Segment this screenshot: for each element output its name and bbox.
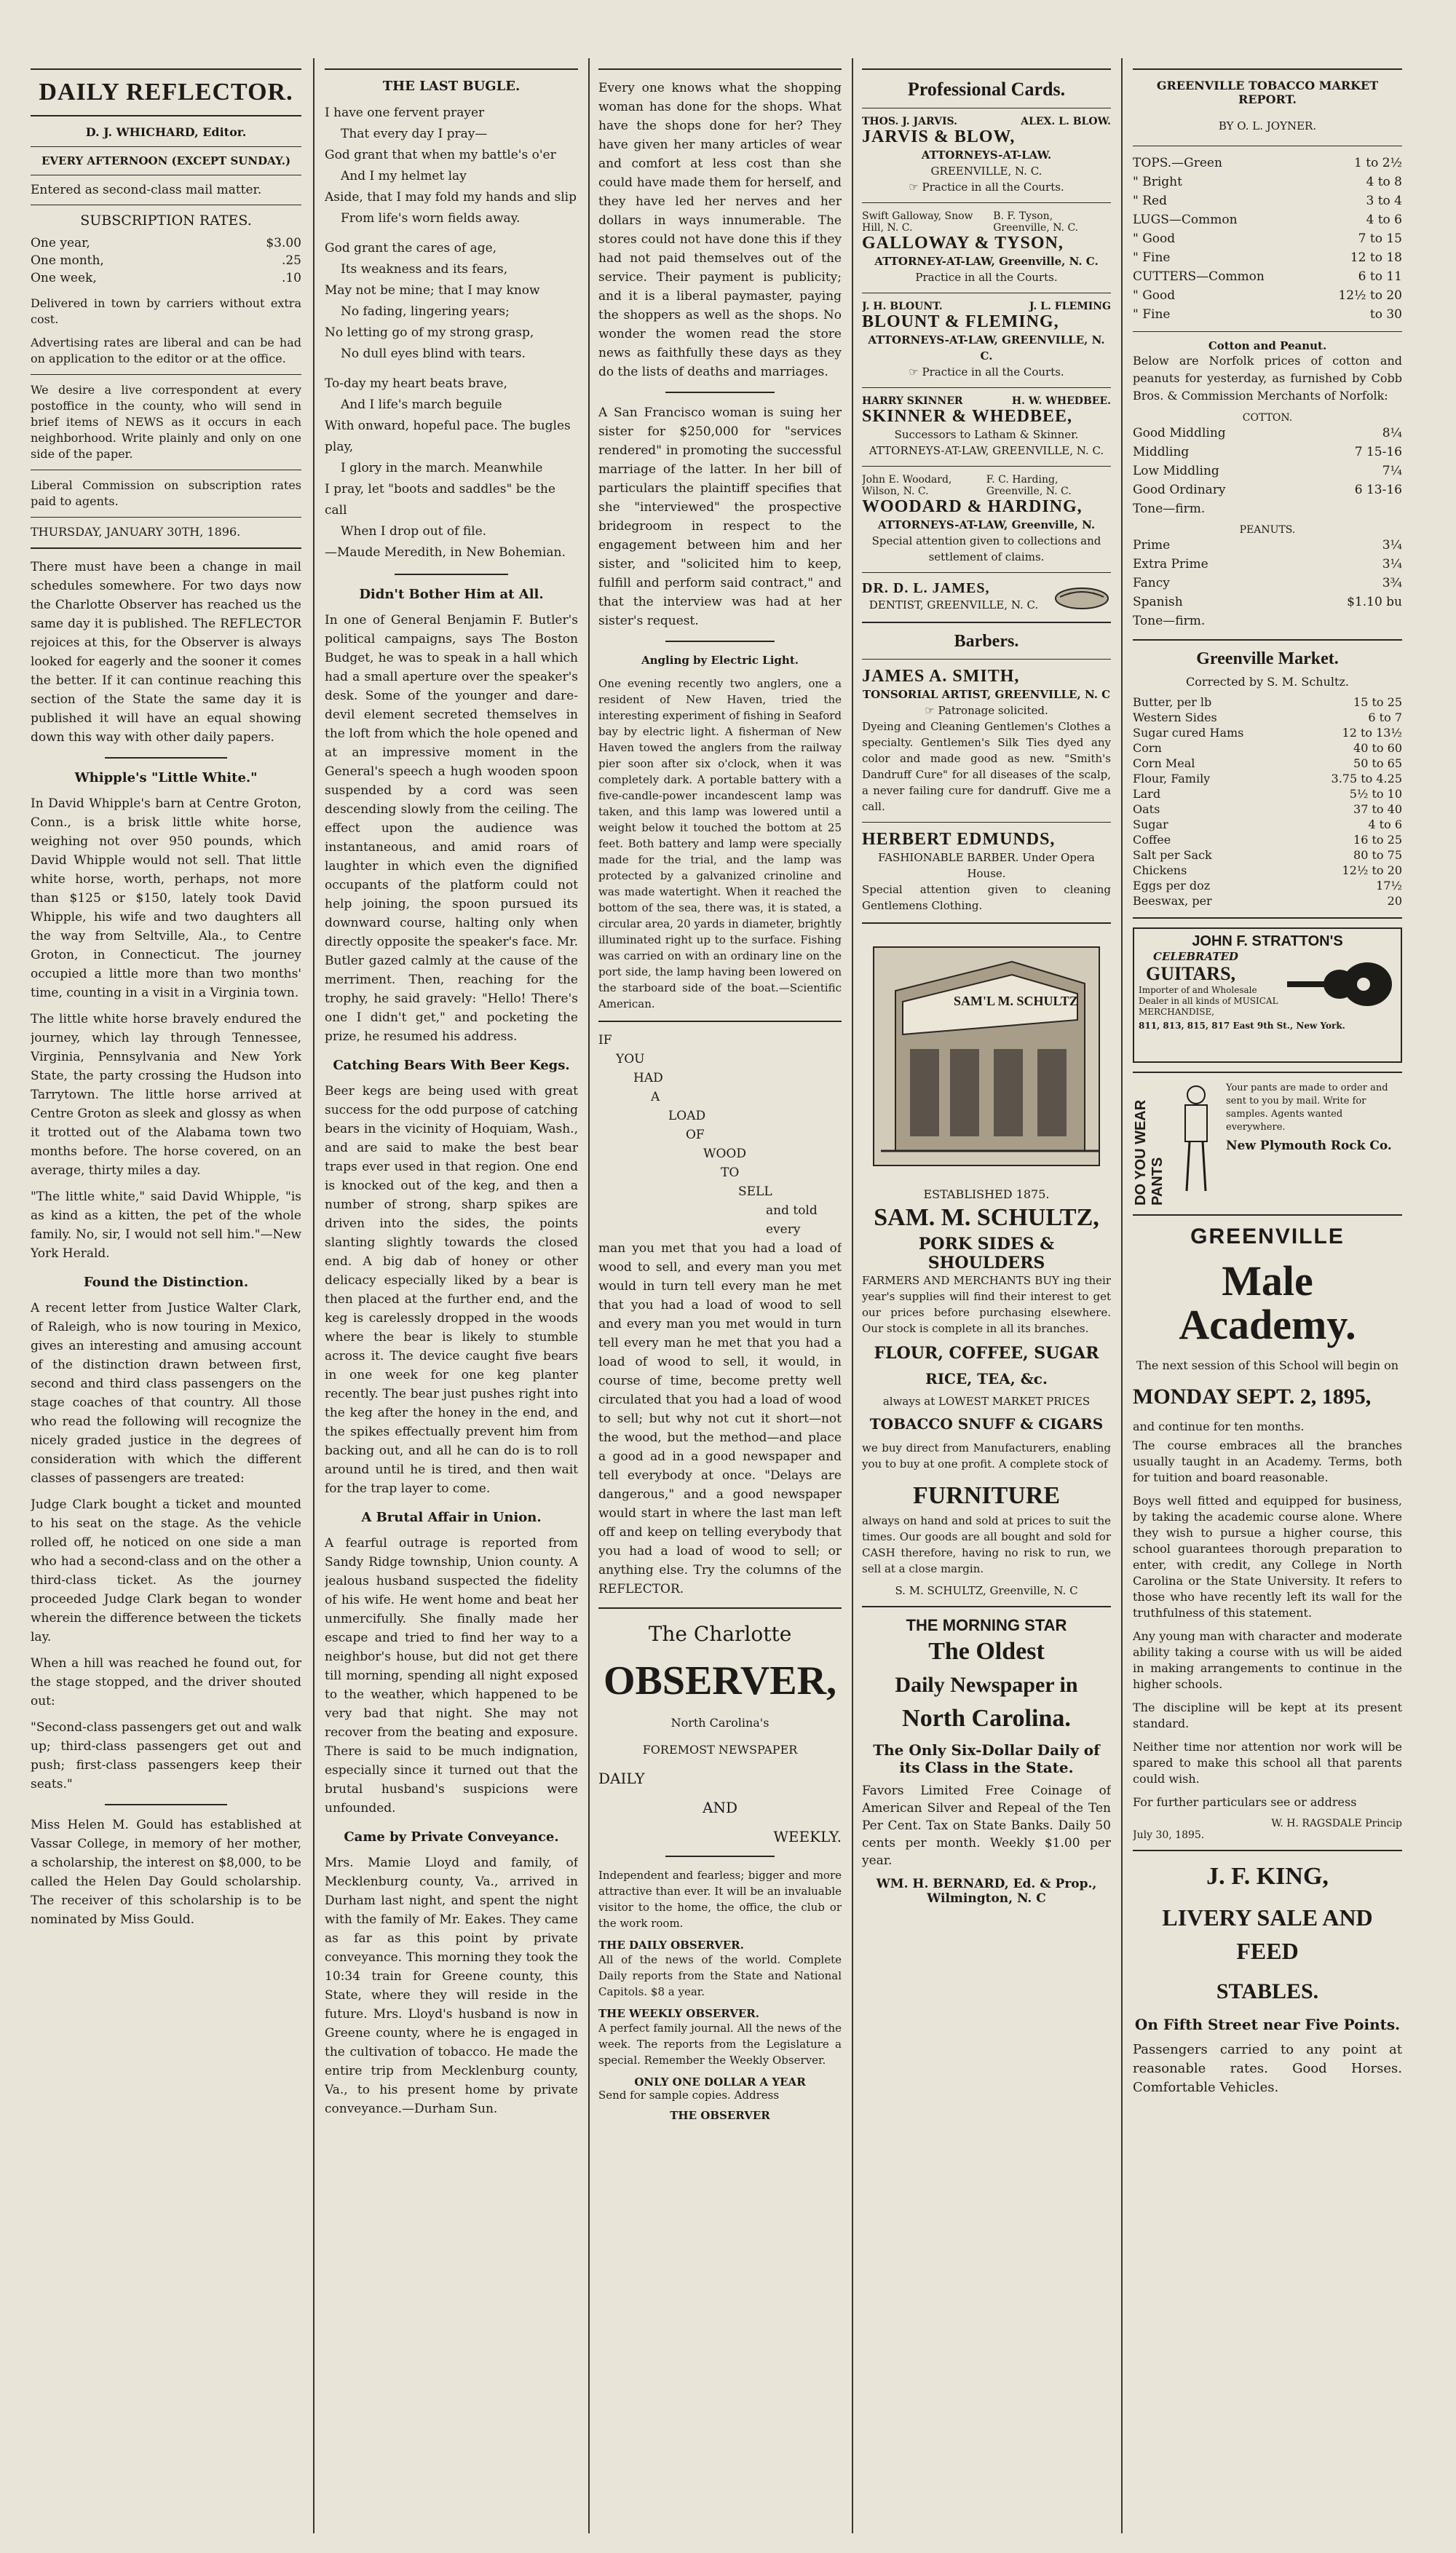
king-text: Passengers carried to any point at reasonable rates. Good Horses. Comfortable Vehicles. — [1133, 2042, 1402, 2095]
headline: Catching Bears With Beer Kegs. — [333, 1058, 570, 1073]
poem-line: I have one fervent prayer — [325, 106, 485, 120]
card-smith: JAMES A. SMITH, TONSORIAL ARTIST, GREENVILLE, N. C ☞ Patronage solicited. Dyeing and Cleaning Gentlemen's Clothes a specialty. Gentlemen's Silk Ties dyed any color and made good as new. "Smith's Dandruff Cure" for all diseases of the scalp, a never failing cure for dandruff. Give me a call. — [862, 667, 1111, 813]
article-paragraph: Miss Helen M. Gould has established at Vassar College, in memory of her mother, a scholarship, the interest on $8,000, to be called the Helen Day Gould scholarship. The receiver of this scholarship is to be nominated by Miss Gould. — [31, 1818, 301, 1927]
column-1 — [31, 58, 301, 2533]
article-paragraph: "The little white," said David Whipple, "is as kind as a kitten, the pet of the whole family. No, sir, I would not sell him."—New York Herald. — [31, 1190, 301, 1261]
observer-foremost: FOREMOST NEWSPAPER — [642, 1743, 798, 1757]
king-location: On Fifth Street near Five Points. — [1134, 2016, 1401, 2033]
price-row: " Red 3 to 4 — [1133, 194, 1402, 208]
price-row: Coffee 16 to 25 — [1133, 833, 1402, 847]
barbers-header: Barbers. — [954, 632, 1019, 651]
poem-line: I glory in the march. Meanwhile — [341, 461, 543, 475]
article-paragraph: Judge Clark bought a ticket and mounted to his seat on the stage. As the vehicle rolled off, he noticed on one side a man who had a second-class and on the other a third-class ticket. As the journey proceeded Judge Clark began to wonder wherein the difference between the tickets lay. — [31, 1497, 301, 1644]
price-row: Good Middling 8¼ — [1133, 426, 1402, 440]
cotton-peanut-text: Below are Norfolk prices of cotton and peanuts for yesterday, as furnished by Cobb Bros. & Commission Merchants of Norfolk: — [1133, 354, 1402, 403]
subscription-heading: SUBSCRIPTION RATES. — [80, 213, 252, 229]
column-4 — [862, 58, 1111, 2533]
commission-notice: Liberal Commission on subscription rates paid to agents. — [31, 478, 301, 508]
price-row: " Good 7 to 15 — [1133, 231, 1402, 246]
card-blount: J. H. BLOUNT. J. L. FLEMING BLOUNT & FLEMING, ATTORNEYS-AT-LAW, GREENVILLE, N. C. ☞ Practice in all the Courts. — [862, 301, 1111, 379]
headline: Angling by Electric Light. — [641, 654, 799, 667]
dentures-icon — [1053, 582, 1111, 611]
observer-title: OBSERVER, — [603, 1658, 837, 1703]
academy-name: Male Academy. — [1179, 1257, 1356, 1348]
poem-credit: —Maude Meredith, in New Bohemian. — [325, 545, 566, 560]
greenville-market-by: Corrected by S. M. Schultz. — [1186, 675, 1349, 689]
card-skinner: HARRY SKINNER H. W. WHEDBEE. SKINNER & WHEDBEE, Successors to Latham & Skinner. ATTORNEYS-AT-LAW, GREENVILLE, N. C. — [862, 395, 1111, 457]
poem-line: With onward, hopeful pace. The bugles play, — [325, 419, 571, 454]
price-row: Extra Prime 3¼ — [1133, 557, 1402, 571]
academy-continue: and continue for ten months. — [1133, 1420, 1305, 1433]
furniture-text: always on hand and sold at prices to suit the times. Our goods are all bought and sold for CASH therefore, having no risk to run, we sell at a close margin. — [862, 1514, 1111, 1575]
observer-weekly-head: THE WEEKLY OBSERVER. — [598, 2007, 759, 2020]
price-row: Corn 40 to 60 — [1133, 741, 1402, 755]
academy-text: Boys well fitted and equipped for business, by taking the academic course alone. Where they wish to pursue a higher course, this school guarantees thorough preparation to enter, with credit, any College in North Carolina or the State University. It refers to those who have recently left its wall for the truthfulness of this statement. — [1133, 1494, 1402, 1620]
peanuts-label: PEANUTS. — [1239, 524, 1296, 536]
price-row: " Good 12½ to 20 — [1133, 288, 1402, 303]
article-paragraph: There must have been a change in mail schedules somewhere. For two days now the Charlotte Observer has reached us the same day it is published. The REFLECTOR rejoices at this, for the Observer is always looked for eagerly and the sooner it comes the better. If it can continue reaching this section of the State the same day it is published it will have an equal showing down this way with other daily papers. — [31, 560, 301, 745]
headline: Came by Private Conveyance. — [344, 1829, 559, 1845]
lowest-line: always at LOWEST MARKET PRICES — [882, 1395, 1091, 1408]
poem-line: God grant the cares of age, — [325, 241, 497, 256]
editor-line: D. J. WHICHARD, Editor. — [85, 125, 247, 139]
tobacco-prices — [1133, 154, 1402, 324]
article-paragraph: Mrs. Mamie Lloyd and family, of Mecklenburg county, Va., arrived in Durham last night, and spent the night with the family of Mr. Eakes. They came as far as this point by private conveyance. This morning they took the 10:34 train for Greene county, this State, where they will reside in the future. Mrs. Lloyd's husband is now in Greene county, where he is engaged in the cultivation of tobacco. He made the entire trip from Mecklenburg county, Va., to his present home by private conveyance.—Durham Sun. — [325, 1856, 578, 2116]
price-row: Fancy 3¾ — [1133, 576, 1402, 590]
academy-date: MONDAY SEPT. 2, 1895, — [1133, 1385, 1372, 1409]
article-paragraph: Every one knows what the shopping woman has done for the shops. What have the shops done for her? They have given her many articles of wear and comfort at less cost than she could have made them for herself, and they have led her nerves and her dollars in ways innumerable. The stores could not have done this if they had not paid themselves out of the service. Their payment is publicity; and it is a liberal paymaster, paying the shoppers as well as the shops. No wonder the women read the store news as faithfully these days as they do the lists of deaths and marriages. — [598, 81, 842, 379]
morning-star-nc: North Carolina. — [902, 1705, 1071, 1732]
academy-text: Neither time nor attention nor work will be spared to make this school all that parents could wish. — [1133, 1740, 1402, 1786]
price-row: Tone—firm. — [1133, 502, 1206, 516]
observer-nc: North Carolina's — [670, 1716, 769, 1730]
card-woodard: John E. Woodard, Wilson, N. C. F. C. Harding, Greenville, N. C. WOODARD & HARDING, ATTORNEYS-AT-LAW, Greenville, N. Special attention given to collections and settlement of claims. — [862, 474, 1101, 563]
academy-next: The next session of this School will begin on — [1136, 1358, 1399, 1372]
poem-line: May not be mine; that I may know — [325, 283, 540, 298]
grocery-prices — [1133, 694, 1402, 909]
pointing-hand-icon: ☞ — [909, 365, 919, 379]
wood-ad-heading: IF YOU HAD A LOAD OF WOOD TO SELL and told every — [598, 1033, 818, 1237]
column-rule — [852, 58, 853, 2533]
article-paragraph: "Second-class passengers get out and walk up; third-class passengers get out and push; first-class passengers keep their seats." — [31, 1720, 301, 1792]
price-row: " Fine to 30 — [1133, 307, 1402, 322]
greenville-market-title: Greenville Market. — [1196, 649, 1339, 668]
issue-date: THURSDAY, JANUARY 30TH, 1896. — [31, 525, 241, 539]
established: ESTABLISHED 1875. — [923, 1187, 1050, 1201]
article-paragraph: Beer kegs are being used with great success for the odd purpose of catching bears in the vicinity of Hoquiam, Wash., and are said to make the best bear traps ever used in that region. One end is knocked out of the keg, and then a number of strong, sharp spikes are driven into the sides, the points slanting slightly towards the closed end. A big dab of honey or other delicacy especially liked by a bear is then placed at the further end, and the keg is carelessly dropped in the woods where the bear is likely to stumble across it. The device caught five bears in one week for one keg planter recently. The bear just pushes right into the keg after the honey in the end, and the spikes effectually prevent him from backing out, and all he can do is to roll around until he is tired, and then wait for the trap layer to come. — [325, 1084, 578, 1496]
cotton-prices — [1133, 424, 1402, 518]
price-row: " Bright 4 to 8 — [1133, 175, 1402, 189]
morning-star-text: Favors Limited Free Coinage of American Silver and Repeal of the Ten Per Cent. Tax on State Banks. Daily 50 cents per month. Weekly $1.00 per year. — [862, 1784, 1111, 1868]
observer-weekly: WEEKLY. — [773, 1828, 842, 1845]
price-row: Chickens 12½ to 20 — [1133, 863, 1402, 877]
pants-figure-icon — [1171, 1082, 1222, 1198]
stratton-ad: JOHN F. STRATTON'S CELEBRATED GUITARS, Importer of and Wholesale Dealer in all kinds of MUSICAL MERCHANDISE, 811, 813, 815, 817 East 9th St., New York. — [1133, 927, 1402, 1063]
morning-star-only: The Only Six-Dollar Daily of its Class in the State. — [873, 1741, 1100, 1776]
king-name: J. F. KING, — [1206, 1863, 1329, 1890]
schultz-name: SAM. M. SCHULTZ, — [874, 1204, 1099, 1231]
poem-line: No fading, lingering years; — [341, 304, 510, 319]
headline: Didn't Bother Him at All. — [359, 587, 544, 602]
schultz-text: FARMERS AND MERCHANTS BUY ing their year's supplies will find their interest to get our prices before purchasing elsewhere. Our stock is complete in all its branches. — [862, 1274, 1111, 1335]
poem-line: Its weakness and its fears, — [341, 262, 508, 277]
morning-star-oldest: The Oldest — [928, 1638, 1045, 1665]
article-paragraph: When a hill was reached he found out, for the stage stopped, and the driver shouted out: — [31, 1656, 301, 1709]
price-row: Sugar 4 to 6 — [1133, 818, 1402, 831]
flour-line: FLOUR, COFFEE, SUGAR — [874, 1344, 1099, 1363]
king-stables: STABLES. — [1216, 1979, 1319, 2003]
morning-star-header: THE MORNING STAR — [906, 1616, 1067, 1634]
observer-text: A perfect family journal. All the news of the week. The reports from the Legislature a special. Remember the Weekly Observer. — [598, 2022, 842, 2067]
price-row: Sugar cured Hams 12 to 13½ — [1133, 726, 1402, 740]
article-paragraph: A San Francisco woman is suing her sister for $250,000 for "services rendered" in promoting the successful marriage of the latter. In her bill of particulars the plaintiff specifies that she "interviewed" the prospective bridegroom in respect to the engagement between him and her sister, and "solicited him to keep, fulfill and perform said contract," and that the interview was had at her sister's request. — [598, 405, 842, 628]
price-row: Salt per Sack 80 to 75 — [1133, 848, 1402, 862]
column-3 — [598, 58, 842, 2533]
article-paragraph: In one of General Benjamin F. Butler's political campaigns, says The Boston Budget, he was to speak in a hall which had a small aperture over the speaker's desk. Some of the younger and dare-devil element secreted themselves in the loft from which the hole opened and at an impressive moment in the General's speech a hugh wooden spoon suspended by a cord was seen descending slowly from the ceiling. The effect upon the audience was instantaneous, and amid roars of laughter in which even the dignified occupants of the platform could not help joining, the spoon pursued its downward course, halting only when directly opposite the speaker's face. Mr. Butler gazed calmly at the cause of the merriment. Then, reaching for the trophy, he said gravely: "Hello! There's one I didn't get," and pocketing the prize, he resumed his address. — [325, 613, 578, 1044]
poem-line: To-day my heart beats brave, — [325, 376, 507, 391]
poem-line: I pray, let "boots and saddles" be the call — [325, 482, 555, 518]
morning-star-sign: WM. H. BERNARD, Ed. & Prop., Wilmington, N. C — [876, 1877, 1097, 1906]
observer-the: The Charlotte — [648, 1622, 792, 1646]
price-row: Middling 7 15-16 — [1133, 445, 1402, 459]
entered-notice: Entered as second-class mail matter. — [31, 183, 262, 197]
academy-text: The discipline will be kept at its present standard. — [1133, 1701, 1402, 1730]
poem — [325, 103, 578, 563]
card-dentist: DR. D. L. JAMES, DENTIST, GREENVILLE, N. C. — [862, 580, 1111, 613]
price-row: Spanish $1.10 bu — [1133, 595, 1402, 609]
observer-price: ONLY ONE DOLLAR A YEAR — [634, 2075, 806, 2089]
king-line: LIVERY SALE AND FEED — [1162, 1904, 1373, 1964]
article-paragraph: One evening recently two anglers, one a resident of New Haven, tried the interesting experiment of fishing in Seaford bay by electric light. A fisherman of New Haven towed the anglers from the railway pier soon after six o'clock, when it was completely dark. A portable battery with a five-candle-power incandescent lamp was taken, and this lamp was lowered until a weight below it touched the bottom at 25 feet. Both battery and lamp were specially made for the trial, and the lamp was protected by a galvanized crinoline and was made watertight. When it reached the bottom of the sea, there was, it is stated, a circular area, 20 yards in diameter, brightly illuminated right up to the surface. Fishing was carried on with an ordinary line on the port side, the lamp having been lowered on the starboard side of the boat.—Scientific American. — [598, 677, 842, 1010]
rate-row: One month, .25 — [31, 253, 301, 268]
card-jarvis: THOS. J. JARVIS. ALEX. L. BLOW. JARVIS & BLOW, ATTORNEYS-AT-LAW. GREENVILLE, N. C. ☞ Practice in all the Courts. — [862, 116, 1111, 194]
schultz-sub: PORK SIDES & SHOULDERS — [918, 1235, 1055, 1272]
peanut-prices — [1133, 536, 1402, 630]
observer-daily: DAILY — [598, 1770, 645, 1787]
column-rule — [588, 58, 590, 2533]
observer-sign: THE OBSERVER — [670, 2109, 770, 2122]
delivered-notice: Delivered in town by carriers without extra cost. — [31, 296, 301, 326]
column-2 — [325, 58, 578, 2533]
price-row: Corn Meal 50 to 65 — [1133, 756, 1402, 770]
price-row: Flour, Family 3.75 to 4.25 — [1133, 772, 1402, 785]
academy-city: GREENVILLE — [1190, 1224, 1345, 1248]
price-row: Eggs per doz 17½ — [1133, 879, 1402, 892]
headline: Whipple's "Little White." — [74, 770, 258, 785]
tobacco-line: TOBACCO SNUFF & CIGARS — [869, 1415, 1104, 1433]
headline: Found the Distinction. — [83, 1275, 249, 1290]
morning-star-daily: Daily Newspaper in — [895, 1673, 1078, 1697]
rate-row: One week, .10 — [31, 271, 301, 285]
furniture-sign: S. M. SCHULTZ, Greenville, N. C — [895, 1584, 1078, 1597]
poem-line: And I life's march beguile — [341, 397, 502, 412]
professional-cards-header: Professional Cards. — [907, 79, 1066, 100]
column-rule — [1121, 58, 1123, 2533]
advertising-notice: Advertising rates are liberal and can be had on application to the editor or at the office. — [31, 336, 301, 365]
academy-date2: July 30, 1895. — [1133, 1829, 1205, 1841]
poem-line: That every day I pray— — [341, 127, 488, 141]
price-row: Lard 5½ to 10 — [1133, 787, 1402, 801]
observer-daily-head: THE DAILY OBSERVER. — [598, 1939, 744, 1952]
market-by: BY O. L. JOYNER. — [1218, 119, 1317, 132]
academy-text: Any young man with character and moderate ability taking a course with us will be aided in making arrangements to continue in the higher schools. — [1133, 1629, 1402, 1691]
article-paragraph: In David Whipple's barn at Centre Groton, Conn., is a brisk little white horse, weighing not over 950 pounds, which David Whipple would not sell. That little white horse, worth, perhaps, not more than $125 or $150, lately took David Whipple, his wife and two daughters all the way from Seltville, Ala., to Centre Groton, in Connecticut. The journey occupied a little more than two months' time, counting in a visit in a Virginia town. — [31, 796, 301, 1000]
price-row: Butter, per lb 15 to 25 — [1133, 695, 1402, 709]
headline: A Brutal Affair in Union. — [361, 1510, 542, 1525]
guitar-icon — [1287, 954, 1396, 1012]
masthead-title: DAILY REFLECTOR. — [39, 79, 293, 106]
price-row: TOPS.—Green 1 to 2½ — [1133, 156, 1402, 170]
price-row: Beeswax, per 20 — [1133, 894, 1402, 908]
article-paragraph: A fearful outrage is reported from Sandy Ridge township, Union county. A jealous husband suspected the fidelity of his wife. He went home and beat her unmercifully. She finally made her escape and tried to find her way to a neighbor's house, but did not get there till morning, spending all night exposed to the weather, which happened to be very bad that night. She may not recover from the beating and exposure. There is said to be much indignation, especially since it turned out that the brutal husband's suspicions were unfounded. — [325, 1536, 578, 1816]
price-row: Tone—firm. — [1133, 614, 1206, 628]
column-5 — [1133, 58, 1402, 2533]
pointing-hand-icon: ☞ — [909, 181, 919, 194]
observer-text: Independent and fearless; bigger and more attractive than ever. It will be an invaluable visitor to the home, the office, the club or the work room. — [598, 1869, 842, 1930]
price-row: Oats 37 to 40 — [1133, 802, 1402, 816]
price-row: Good Ordinary 6 13-16 — [1133, 483, 1402, 497]
observer-text: All of the news of the world. Complete Daily reports from the State and National Capitols. $8 a year. — [598, 1953, 842, 1998]
card-edmunds: HERBERT EDMUNDS, FASHIONABLE BARBER. Under Opera House. Special attention given to cleaning Gentlemens Clothing. — [862, 830, 1111, 912]
cotton-peanut-title: Cotton and Peanut. — [1208, 339, 1327, 352]
subscription-rates — [31, 234, 301, 287]
poem-line: When I drop out of file. — [341, 524, 487, 539]
poem-line: From life's worn fields away. — [341, 211, 521, 226]
direct-text: we buy direct from Manufacturers, enabling you to buy at one profit. A complete stock of — [862, 1441, 1111, 1471]
correspondent-notice: We desire a live correspondent at every postoffice in the county, who will send in brief items of NEWS as it occurs in each neighborhood. Write plainly and only on one side of the paper. — [31, 383, 301, 461]
academy-text: For further particulars see or address — [1133, 1795, 1357, 1809]
academy-text: The course embraces all the branches usually taught in an Academy. Terms, both for tuition and board reasonable. — [1133, 1438, 1402, 1484]
poem-line: And I my helmet lay — [341, 169, 467, 183]
poem-line: Aside, that I may fold my hands and slip — [325, 190, 577, 205]
wood-ad-text: man you met that you had a load of wood to sell, and every man you met would in turn tell every man he met that you had a load of wood to sell and every man you met would in turn tell every man he met that you had a load of wood to sell, it would, in course of time, become pretty well circulated that you had a load of wood to sell; but why not cut it short—not the wood, but the method—and place a good ad in a good newspaper and tell everybody at once. "Delays are dangerous," and a good newspaper would start in where the last man left off and keep on telling everybody that you had a load of wood to sell; or anything else. Try the columns of the REFLECTOR. — [598, 1241, 842, 1596]
price-row: CUTTERS—Common 6 to 11 — [1133, 269, 1402, 284]
price-row: LUGS—Common 4 to 6 — [1133, 213, 1402, 227]
frequency: EVERY AFTERNOON (EXCEPT SUNDAY.) — [41, 154, 291, 167]
observer-and: AND — [703, 1799, 737, 1816]
price-row: Prime 3¼ — [1133, 538, 1402, 553]
price-row: Low Middling 7¼ — [1133, 464, 1402, 478]
observer-sample: Send for sample copies. Address — [598, 2089, 780, 2102]
poem-line: God grant that when my battle's o'er — [325, 148, 556, 162]
poem-line: No dull eyes blind with tears. — [341, 347, 526, 361]
academy-sign: W. H. RAGSDALE Princip — [1271, 1818, 1402, 1829]
market-title: GREENVILLE TOBACCO MARKET REPORT. — [1156, 79, 1379, 106]
poem-title: THE LAST BUGLE. — [382, 79, 521, 94]
card-galloway: Swift Galloway, Snow Hill, N. C. B. F. Tyson, Greenville, N. C. GALLOWAY & TYSON, ATTORNEY-AT-LAW, Greenville, N. C. Practice in all the Courts. — [862, 210, 1099, 284]
furniture-line: FURNITURE — [912, 1482, 1061, 1509]
cotton-label: COTTON. — [1242, 412, 1293, 424]
price-row: " Fine 12 to 18 — [1133, 250, 1402, 265]
poem-line: No letting go of my strong grasp, — [325, 325, 534, 340]
store-sign-text: SAM'L M. SCHULTZ — [954, 994, 1078, 1008]
pointing-hand-icon: ☞ — [925, 704, 935, 717]
price-row: Western Sides 6 to 7 — [1133, 711, 1402, 724]
article-paragraph: A recent letter from Justice Walter Clark, of Raleigh, who is now touring in Mexico, gives an interesting and amusing account of the distinction drawn between first, second and third class passengers on the stage coaches of that country. All those who read the following will recognize the nicely graded justice in the degrees of consideration with which the different classes of passengers are treated: — [31, 1301, 301, 1486]
article-paragraph: The little white horse bravely endured the journey, which lay through Tennessee, Virginia, Pennsylvania and New York State, the party crossing the Hudson into Tarrytown. The little horse arrived at Centre Groton as sleek and glossy as when it trotted out of the Alabama town two months before. The horse covered, on an average, thirty miles a day. — [31, 1012, 301, 1178]
pants-ad: DO YOU WEAR PANTS Your pants are made to order and sent to you by mail. Write for samples. Agents wanted everywhere. New Plymouth Rock Co. — [1133, 1082, 1392, 1206]
rate-row: One year, $3.00 — [31, 236, 301, 250]
column-rule — [313, 58, 314, 2533]
schultz-store-illustration — [866, 933, 1107, 1180]
rice-line: RICE, TEA, &c. — [925, 1370, 1048, 1388]
